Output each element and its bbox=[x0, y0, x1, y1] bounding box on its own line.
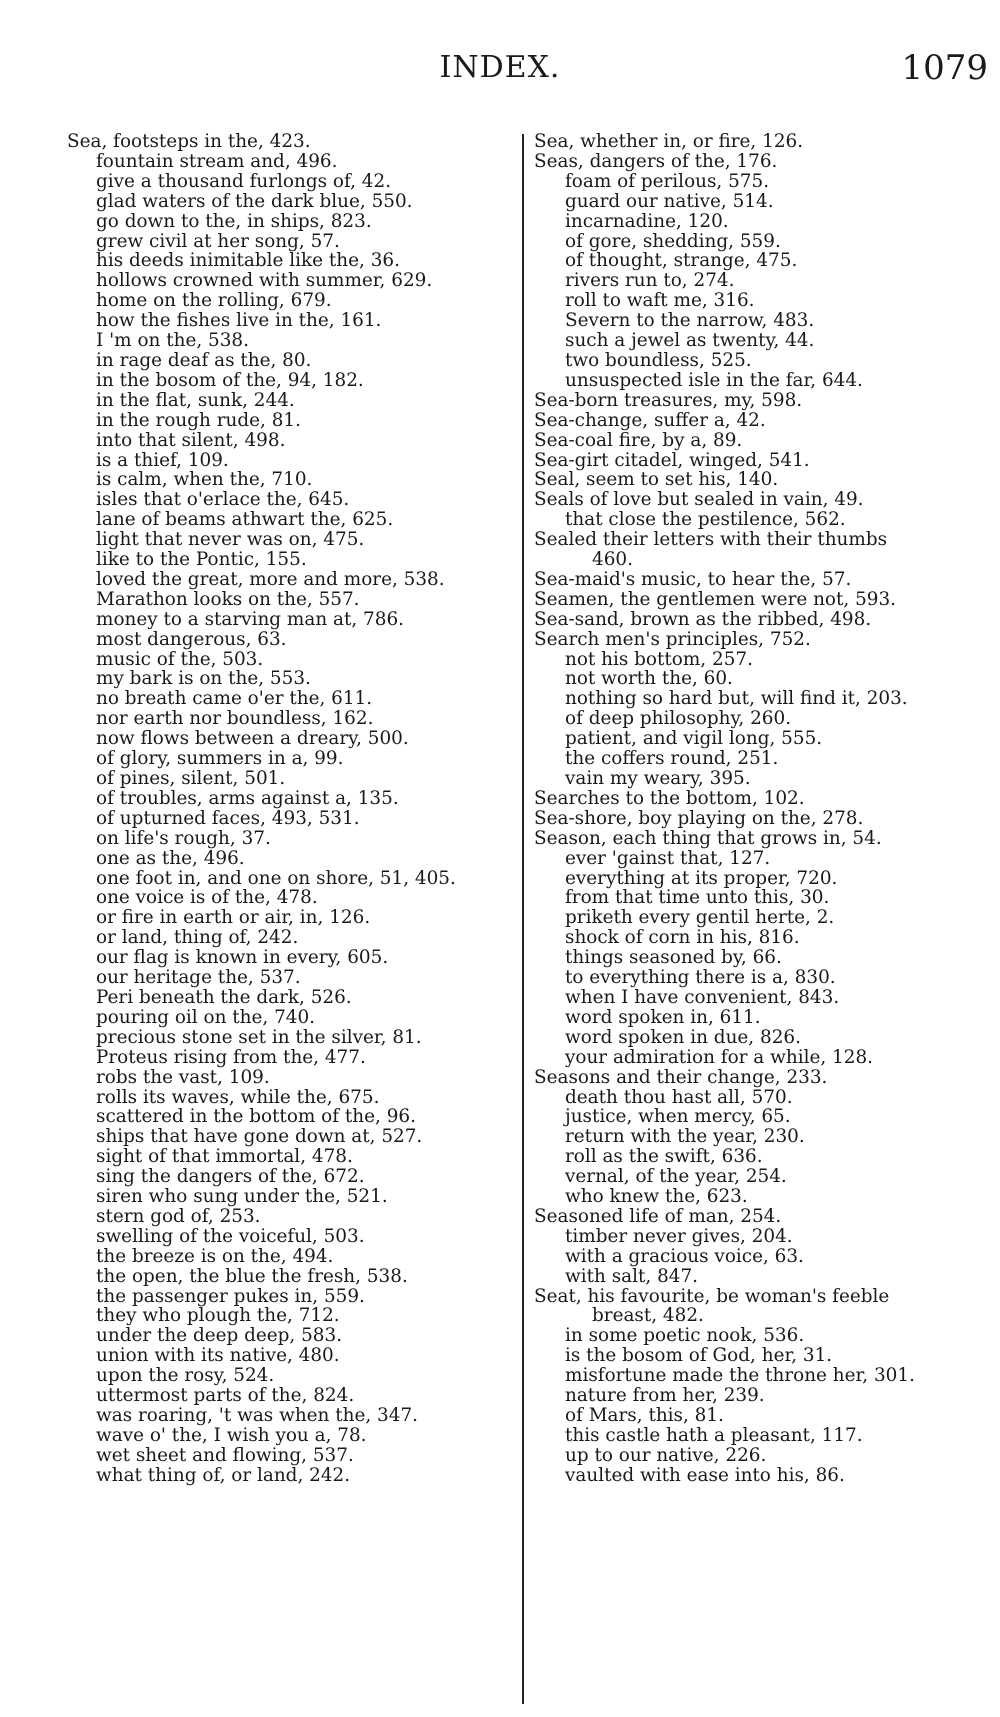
index-subentry: word spoken in due, 826. bbox=[565, 1026, 801, 1048]
index-subentry: one as the, 496. bbox=[96, 847, 245, 869]
index-subentry: precious stone set in the silver, 81. bbox=[96, 1026, 422, 1048]
index-subentry: nature from her, 239. bbox=[565, 1385, 765, 1407]
index-subentry: wave o' the, I wish you a, 78. bbox=[96, 1424, 367, 1446]
index-subentry: foam of perilous, 575. bbox=[565, 170, 770, 192]
index-subentry: my bark is on the, 553. bbox=[96, 668, 311, 690]
index-subentry: music of the, 503. bbox=[96, 648, 264, 670]
index-entry: Sea-born treasures, my, 598. bbox=[534, 389, 803, 411]
index-continuation: breast, 482. bbox=[592, 1305, 704, 1327]
index-subentry: the passenger pukes in, 559. bbox=[96, 1285, 365, 1307]
index-subentry: now flows between a dreary, 500. bbox=[96, 728, 409, 750]
index-subentry: to everything there is a, 830. bbox=[565, 967, 836, 989]
index-subentry: sing the dangers of the, 672. bbox=[96, 1166, 365, 1188]
index-subentry: rivers run to, 274. bbox=[565, 270, 735, 292]
index-subentry: loved the great, more and more, 538. bbox=[96, 568, 445, 590]
index-subentry: pouring oil on the, 740. bbox=[96, 1006, 316, 1028]
index-entry: Sea, footsteps in the, 423. bbox=[67, 131, 311, 152]
index-subentry: nor earth nor boundless, 162. bbox=[96, 708, 374, 730]
index-subentry: what thing of, or land, 242. bbox=[96, 1464, 351, 1486]
index-entry: Searches to the bottom, 102. bbox=[534, 787, 805, 809]
index-entry: Search men's principles, 752. bbox=[534, 628, 811, 650]
index-subentry: your admiration for a while, 128. bbox=[565, 1046, 873, 1068]
index-entry: Sealed their letters with their thumbs bbox=[534, 529, 888, 551]
index-subentry: roll to waft me, 316. bbox=[565, 290, 755, 312]
index-subentry: of deep philosophy, 260. bbox=[565, 708, 792, 730]
index-subentry: is a thief, 109. bbox=[96, 449, 229, 471]
index-subentry: in rage deaf as the, 80. bbox=[96, 349, 312, 371]
index-column-left bbox=[67, 132, 507, 1486]
index-subentry: light that never was on, 475. bbox=[96, 529, 365, 551]
index-subentry: up to our native, 226. bbox=[565, 1444, 767, 1466]
index-subentry: roll as the swift, 636. bbox=[565, 1146, 763, 1168]
index-entry: Sea-coal fire, by a, 89. bbox=[534, 429, 743, 451]
index-entry: Seamen, the gentlemen were not, 593. bbox=[534, 588, 897, 610]
index-subentry: rolls its waves, while the, 675. bbox=[96, 1086, 380, 1108]
column-divider bbox=[522, 134, 524, 1704]
index-subentry: the open, the blue the fresh, 538. bbox=[96, 1265, 408, 1287]
index-subentry: in the bosom of the, 94, 182. bbox=[96, 369, 364, 391]
index-subentry: glad waters of the dark blue, 550. bbox=[96, 190, 413, 212]
index-subentry: with a gracious voice, 63. bbox=[565, 1245, 804, 1267]
index-subentry: everything at its proper, 720. bbox=[565, 867, 838, 889]
index-subentry: in some poetic nook, 536. bbox=[565, 1325, 805, 1347]
index-entry: Sea, whether in, or fire, 126. bbox=[534, 131, 804, 152]
index-subentry: incarnadine, 120. bbox=[565, 210, 729, 232]
index-entry: Seasoned life of man, 254. bbox=[534, 1205, 782, 1227]
index-subentry: of Mars, this, 81. bbox=[565, 1405, 724, 1426]
index-entry: Seal, seem to set his, 140. bbox=[534, 469, 779, 491]
index-subentry: this castle hath a pleasant, 117. bbox=[565, 1424, 863, 1446]
index-subentry: scattered in the bottom of the, 96. bbox=[96, 1106, 416, 1128]
index-subentry: Proteus rising from the, 477. bbox=[96, 1046, 366, 1068]
index-subentry: vaulted with ease into his, 86. bbox=[565, 1464, 845, 1486]
index-subentry: no breath came o'er the, 611. bbox=[96, 688, 373, 710]
index-subentry: the coffers round, 251. bbox=[565, 748, 779, 770]
index-subentry: ships that have gone down at, 527. bbox=[96, 1126, 423, 1148]
index-subentry: of gore, shedding, 559. bbox=[565, 230, 781, 252]
index-entry: Sea-girt citadel, winged, 541. bbox=[534, 449, 810, 471]
index-subentry: ever 'gainst that, 127. bbox=[565, 847, 771, 869]
index-subentry: shock of corn in his, 816. bbox=[565, 927, 800, 949]
index-subentry: two boundless, 525. bbox=[565, 349, 752, 371]
index-entry: Sea-change, suffer a, 42. bbox=[534, 409, 766, 431]
index-entry: Sea-sand, brown as the ribbed, 498. bbox=[534, 608, 872, 630]
index-subentry: of glory, summers in a, 99. bbox=[96, 748, 344, 770]
index-subentry: in the flat, sunk, 244. bbox=[96, 389, 295, 411]
index-subentry: wet sheet and flowing, 537. bbox=[96, 1444, 354, 1466]
index-entry: Seat, his favourite, be woman's feeble bbox=[534, 1285, 890, 1307]
index-subentry: guard our native, 514. bbox=[565, 190, 774, 212]
index-subentry: when I have convenient, 843. bbox=[565, 986, 840, 1008]
index-subentry: of pines, silent, 501. bbox=[96, 768, 286, 789]
index-subentry: of troubles, arms against a, 135. bbox=[96, 787, 399, 809]
index-subentry: grew civil at her song, 57. bbox=[96, 230, 340, 252]
index-subentry: not worth the, 60. bbox=[565, 668, 733, 690]
index-subentry: most dangerous, 63. bbox=[96, 628, 287, 650]
index-entry: Sea-maid's music, to hear the, 57. bbox=[534, 568, 852, 590]
index-subentry: with salt, 847. bbox=[565, 1265, 699, 1287]
index-subentry: the breeze is on the, 494. bbox=[96, 1245, 334, 1267]
index-subentry: lane of beams athwart the, 625. bbox=[96, 509, 394, 531]
index-subentry: death thou hast all, 570. bbox=[565, 1086, 793, 1108]
index-entry: Sea-shore, boy playing on the, 278. bbox=[534, 807, 864, 829]
index-subentry: Severn to the narrow, 483. bbox=[565, 310, 815, 332]
index-subentry: union with its native, 480. bbox=[96, 1345, 340, 1367]
index-subentry: siren who sung under the, 521. bbox=[96, 1186, 388, 1208]
index-subentry: one voice is of the, 478. bbox=[96, 887, 318, 909]
index-subentry: go down to the, in ships, 823. bbox=[96, 210, 372, 232]
index-subentry: our heritage the, 537. bbox=[96, 967, 301, 989]
index-subentry: vernal, of the year, 254. bbox=[565, 1166, 787, 1188]
index-subentry: robs the vast, 109. bbox=[96, 1066, 270, 1088]
index-column-right bbox=[534, 132, 990, 1486]
index-subentry: how the fishes live in the, 161. bbox=[96, 310, 382, 332]
index-entry: Seas, dangers of the, 176. bbox=[534, 150, 778, 172]
index-entry: Seasons and their change, 233. bbox=[534, 1066, 828, 1088]
index-subentry: vain my weary, 395. bbox=[565, 768, 751, 789]
index-subentry: misfortune made the throne her, 301. bbox=[565, 1365, 915, 1387]
page-title: INDEX. bbox=[439, 50, 561, 85]
index-subentry: fountain stream and, 496. bbox=[96, 150, 338, 172]
index-entry: Seals of love but sealed in vain, 49. bbox=[534, 489, 864, 511]
index-subentry: hollows crowned with summer, 629. bbox=[96, 270, 433, 292]
index-subentry: unsuspected isle in the far, 644. bbox=[565, 369, 863, 391]
index-subentry: or land, thing of, 242. bbox=[96, 927, 299, 949]
index-subentry: patient, and vigil long, 555. bbox=[565, 728, 823, 750]
index-subentry: Marathon looks on the, 557. bbox=[96, 588, 360, 610]
index-subentry: Peri beneath the dark, 526. bbox=[96, 986, 352, 1008]
index-subentry: money to a starving man at, 786. bbox=[96, 608, 404, 630]
index-subentry: of upturned faces, 493, 531. bbox=[96, 807, 360, 829]
index-subentry: like to the Pontic, 155. bbox=[96, 549, 307, 571]
index-subentry: priketh every gentil herte, 2. bbox=[565, 907, 835, 929]
index-subentry: or fire in earth or air, in, 126. bbox=[96, 907, 371, 929]
index-subentry: isles that o'erlace the, 645. bbox=[96, 489, 350, 511]
index-subentry: timber never gives, 204. bbox=[565, 1225, 793, 1247]
index-subentry: his deeds inimitable like the, 36. bbox=[96, 250, 400, 272]
index-subentry: upon the rosy, 524. bbox=[96, 1365, 275, 1387]
index-subentry: such a jewel as twenty, 44. bbox=[565, 330, 815, 352]
index-subentry: of thought, strange, 475. bbox=[565, 250, 798, 272]
index-subentry: nothing so hard but, will find it, 203. bbox=[565, 688, 908, 710]
index-subentry: give a thousand furlongs of, 42. bbox=[96, 170, 392, 192]
index-subentry: that close the pestilence, 562. bbox=[565, 509, 846, 531]
index-subentry: return with the year, 230. bbox=[565, 1126, 805, 1148]
index-subentry: home on the rolling, 679. bbox=[96, 290, 332, 312]
index-entry: Season, each thing that grows in, 54. bbox=[534, 827, 882, 849]
index-subentry: stern god of, 253. bbox=[96, 1205, 261, 1227]
index-continuation: 460. bbox=[592, 549, 633, 571]
index-subentry: sight of that immortal, 478. bbox=[96, 1146, 353, 1168]
index-subentry: I 'm on the, 538. bbox=[96, 330, 249, 352]
index-subentry: our flag is known in every, 605. bbox=[96, 947, 389, 969]
index-subentry: under the deep deep, 583. bbox=[96, 1325, 343, 1347]
index-subentry: they who plough the, 712. bbox=[96, 1305, 340, 1327]
page-number: 1079 bbox=[901, 48, 988, 88]
index-subentry: from that time unto this, 30. bbox=[565, 887, 830, 909]
index-subentry: who knew the, 623. bbox=[565, 1186, 748, 1208]
index-subentry: into that silent, 498. bbox=[96, 429, 286, 451]
index-subentry: one foot in, and one on shore, 51, 405. bbox=[96, 867, 456, 889]
index-subentry: is calm, when the, 710. bbox=[96, 469, 313, 491]
index-subentry: swelling of the voiceful, 503. bbox=[96, 1225, 365, 1247]
index-subentry: word spoken in, 611. bbox=[565, 1006, 761, 1028]
index-subentry: in the rough rude, 81. bbox=[96, 409, 301, 431]
index-subentry: is the bosom of God, her, 31. bbox=[565, 1345, 833, 1367]
index-subentry: not his bottom, 257. bbox=[565, 648, 753, 670]
index-subentry: things seasoned by, 66. bbox=[565, 947, 782, 969]
index-subentry: justice, when mercy, 65. bbox=[565, 1106, 791, 1128]
index-subentry: on life's rough, 37. bbox=[96, 827, 271, 849]
index-subentry: uttermost parts of the, 824. bbox=[96, 1385, 355, 1407]
index-subentry: was roaring, 't was when the, 347. bbox=[96, 1405, 418, 1426]
